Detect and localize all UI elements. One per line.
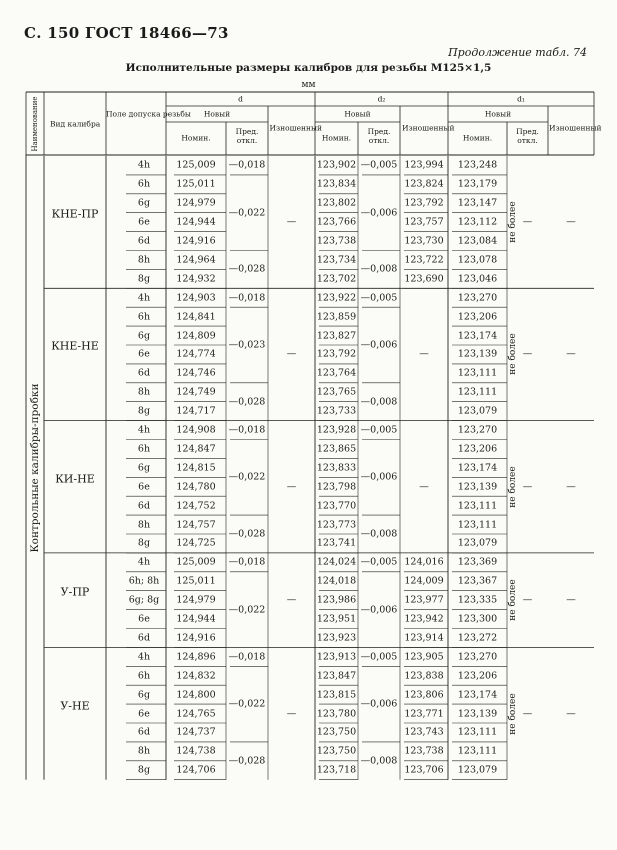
not-more-label: не более: [508, 333, 518, 376]
d-nominal-cell: 124,757: [176, 519, 216, 531]
tolerance-cell: 6g: [137, 689, 151, 701]
d-deviation-cell: —0,018: [228, 292, 266, 304]
d-deviation-cell: —0,028: [228, 263, 266, 275]
tolerance-cell: 8g: [137, 537, 151, 549]
d1-nominal-cell: 123,046: [457, 273, 498, 285]
d2-worn-cell: 123,792: [404, 197, 444, 209]
kind-label-4: У-НЕ: [60, 699, 90, 713]
d2-deviation-cell: —0,008: [360, 755, 398, 767]
d-deviation-cell: —0,018: [228, 556, 266, 568]
tolerance-cell: 8g: [137, 273, 151, 285]
tolerance-cell: 6h: [137, 178, 151, 190]
not-more-label: не более: [508, 201, 518, 243]
d1-worn-dash: —: [566, 348, 576, 360]
d2-nominal-cell: 123,798: [316, 481, 357, 493]
tolerance-cell: 6e: [138, 613, 150, 625]
page-header: С. 150 ГОСТ 18466—73: [24, 24, 229, 42]
d2-nominal-cell: 123,922: [316, 292, 357, 304]
tolerance-cell: 6d: [137, 235, 151, 247]
d2-nominal-cell: 124,018: [316, 575, 357, 587]
tolerance-cell: 6d: [137, 726, 151, 738]
tolerance-cell: 6g: [137, 462, 151, 474]
d1-deviation-dash: —: [522, 708, 533, 720]
tolerance-cell: 6g; 8g: [128, 594, 160, 606]
d2-nominal-cell: 123,764: [316, 367, 357, 379]
kind-label-0: КНЕ-ПР: [51, 207, 99, 221]
d2-deviation-cell: —0,008: [360, 528, 398, 540]
d-nominal-cell: 124,780: [176, 481, 216, 493]
d-nominal-cell: 124,979: [176, 594, 216, 606]
d2-deviation-cell: —0,005: [360, 292, 398, 304]
d-nominal-cell: 125,009: [176, 556, 216, 568]
d1-nominal-cell: 123,270: [457, 651, 498, 663]
d2-nominal-cell: 123,923: [316, 632, 357, 644]
d-nominal-cell: 125,009: [176, 159, 216, 171]
tolerance-cell: 6e: [138, 708, 150, 720]
d1-nominal-cell: 123,139: [457, 481, 498, 493]
d1-nominal-cell: 123,079: [457, 537, 498, 549]
d1-nominal-cell: 123,270: [457, 424, 498, 436]
d1-nominal-cell: 123,111: [457, 745, 498, 757]
d-nominal-cell: 124,800: [176, 689, 216, 701]
column-header-new: Новый: [203, 109, 231, 119]
d2-worn-cell: 123,771: [404, 708, 444, 720]
tolerance-cell: 8h: [137, 745, 151, 757]
d1-nominal-cell: 123,111: [457, 500, 498, 512]
tolerance-cell: 8h: [137, 386, 151, 398]
tolerance-cell: 6d: [137, 500, 151, 512]
d2-nominal-cell: 123,859: [316, 311, 357, 323]
d2-deviation-cell: —0,005: [360, 651, 398, 663]
d-deviation-cell: —0,028: [228, 528, 266, 540]
d2-nominal-cell: 123,750: [316, 726, 357, 738]
column-header-d: d: [238, 94, 243, 104]
d1-deviation-dash: —: [522, 348, 533, 360]
d-nominal-cell: 124,774: [176, 348, 216, 360]
d-nominal-cell: 124,932: [176, 273, 216, 285]
d2-nominal-cell: 123,902: [316, 159, 357, 171]
tolerance-cell: 4h: [137, 651, 151, 663]
d1-nominal-cell: 123,111: [457, 386, 498, 398]
not-more-label: не более: [508, 579, 518, 621]
d-nominal-cell: 124,746: [176, 367, 216, 379]
d2-worn-dash: —: [419, 348, 429, 360]
d2-worn-cell: 123,706: [404, 764, 444, 776]
d1-nominal-cell: 123,272: [457, 632, 498, 644]
d2-worn-cell: 123,905: [404, 651, 444, 663]
d1-nominal-cell: 123,335: [457, 594, 498, 606]
d2-nominal-cell: 123,738: [316, 235, 357, 247]
d1-deviation-dash: —: [522, 594, 533, 606]
d1-worn-dash: —: [566, 216, 576, 228]
d2-worn-cell: 123,806: [404, 689, 444, 701]
d2-nominal-cell: 123,733: [316, 405, 357, 417]
d1-nominal-cell: 123,248: [457, 159, 498, 171]
d-nominal-cell: 124,752: [176, 500, 216, 512]
column-header-d1: d₁: [517, 94, 525, 104]
d1-nominal-cell: 123,079: [457, 405, 498, 417]
d2-nominal-cell: 123,766: [316, 216, 357, 228]
d1-nominal-cell: 123,300: [457, 613, 498, 625]
d-deviation-cell: —0,028: [228, 396, 266, 408]
column-header-name: Наименование: [31, 96, 39, 151]
d-nominal-cell: 124,809: [176, 330, 216, 342]
column-header-wear: Изношенный: [402, 123, 455, 133]
not-more-label: не более: [508, 466, 518, 508]
d2-nominal-cell: 123,734: [316, 254, 357, 266]
d-deviation-cell: —0,022: [228, 471, 266, 483]
d1-nominal-cell: 123,179: [457, 178, 498, 190]
d-worn-dash: —: [286, 216, 297, 228]
d-nominal-cell: 124,749: [176, 386, 216, 398]
kind-label-1: КНЕ-НЕ: [51, 339, 99, 353]
tolerance-cell: 6h: [137, 443, 151, 455]
tolerance-cell: 8g: [137, 764, 151, 776]
d2-worn-cell: 123,994: [404, 159, 444, 171]
d2-nominal-cell: 123,833: [316, 462, 357, 474]
d-deviation-cell: —0,018: [228, 424, 266, 436]
column-header-kind: Вид калибра: [50, 119, 101, 128]
d1-nominal-cell: 123,084: [457, 235, 498, 247]
d-nominal-cell: 124,737: [176, 726, 216, 738]
d2-worn-cell: 123,738: [404, 745, 444, 757]
column-header-new: Новый: [484, 109, 512, 119]
unit-label: мм: [301, 80, 316, 90]
tolerance-cell: 6d: [137, 632, 151, 644]
d1-nominal-cell: 123,367: [457, 575, 498, 587]
column-header-dev: Пред. откл.: [235, 127, 259, 145]
d1-nominal-cell: 123,139: [457, 348, 498, 360]
d2-deviation-cell: —0,006: [360, 698, 398, 710]
d-deviation-cell: —0,022: [228, 207, 266, 219]
d-nominal-cell: 124,765: [176, 708, 216, 720]
d1-nominal-cell: 123,139: [457, 708, 498, 720]
d1-nominal-cell: 123,174: [457, 689, 498, 701]
d2-nominal-cell: 123,765: [316, 386, 357, 398]
kind-label-3: У-ПР: [60, 585, 90, 599]
d1-nominal-cell: 123,206: [457, 443, 498, 455]
d1-worn-dash: —: [566, 594, 576, 606]
d-nominal-cell: 124,908: [176, 424, 216, 436]
d-nominal-cell: 124,944: [176, 613, 216, 625]
tolerance-cell: 8h: [137, 519, 151, 531]
d-nominal-cell: 124,847: [176, 443, 216, 455]
d2-worn-dash: —: [419, 481, 429, 493]
d1-worn-dash: —: [566, 481, 576, 493]
d2-nominal-cell: 123,792: [316, 348, 357, 360]
d1-nominal-cell: 123,111: [457, 519, 498, 531]
d-nominal-cell: 124,815: [176, 462, 216, 474]
d-nominal-cell: 124,916: [176, 235, 216, 247]
d2-nominal-cell: 123,780: [316, 708, 357, 720]
d1-nominal-cell: 123,174: [457, 462, 498, 474]
d-worn-dash: —: [286, 708, 297, 720]
d1-worn-dash: —: [566, 708, 576, 720]
tolerance-cell: 6e: [138, 216, 150, 228]
d-deviation-cell: —0,028: [228, 755, 266, 767]
d-nominal-cell: 124,725: [176, 537, 216, 549]
column-header-tolerance: Поле допуска резьбы: [106, 109, 191, 118]
tolerance-cell: 8g: [137, 405, 151, 417]
d2-deviation-cell: —0,008: [360, 263, 398, 275]
d-deviation-cell: —0,023: [228, 339, 266, 351]
d2-deviation-cell: —0,005: [360, 159, 398, 171]
d-nominal-cell: 124,832: [176, 670, 216, 682]
d1-deviation-dash: —: [522, 481, 533, 493]
d-deviation-cell: —0,022: [228, 698, 266, 710]
column-header-new: Новый: [344, 109, 371, 119]
d-nominal-cell: 124,964: [176, 254, 216, 266]
d-nominal-cell: 124,738: [176, 745, 216, 757]
column-header-dev: Пред. откл.: [367, 127, 391, 145]
d2-worn-cell: 123,690: [404, 273, 444, 285]
column-header-nom: Номин.: [321, 133, 352, 143]
not-more-label: не более: [508, 692, 518, 735]
d2-deviation-cell: —0,006: [360, 339, 398, 351]
d2-worn-cell: 123,977: [404, 594, 444, 606]
tolerance-cell: 4h: [137, 292, 151, 304]
tolerance-cell: 6e: [138, 481, 150, 493]
d2-nominal-cell: 123,928: [316, 424, 357, 436]
column-header-dev: Пред. откл.: [516, 127, 539, 145]
d-worn-dash: —: [286, 348, 297, 360]
column-header-nom: Номин.: [462, 133, 493, 143]
d2-worn-cell: 123,757: [404, 216, 444, 228]
tolerance-cell: 6g: [137, 330, 151, 342]
d-worn-dash: —: [286, 594, 297, 606]
d1-nominal-cell: 123,078: [457, 254, 498, 266]
column-header-wear: Изношенный: [269, 123, 323, 133]
d2-nominal-cell: 123,741: [316, 537, 357, 549]
d-nominal-cell: 124,896: [176, 651, 216, 663]
d1-nominal-cell: 123,111: [457, 367, 498, 379]
d-nominal-cell: 125,011: [176, 178, 216, 190]
column-header-d2: d₂: [377, 94, 386, 104]
d2-nominal-cell: 123,827: [316, 330, 357, 342]
d2-worn-cell: 123,914: [404, 632, 444, 644]
d2-worn-cell: 123,730: [404, 235, 444, 247]
d2-nominal-cell: 123,815: [316, 689, 357, 701]
d-deviation-cell: —0,018: [228, 159, 266, 171]
d2-worn-cell: 123,942: [404, 613, 444, 625]
d2-nominal-cell: 123,951: [316, 613, 357, 625]
d-nominal-cell: 124,841: [176, 311, 216, 323]
d2-deviation-cell: —0,006: [360, 471, 398, 483]
d-nominal-cell: 124,916: [176, 632, 216, 644]
d2-worn-cell: 123,743: [404, 726, 444, 738]
d1-nominal-cell: 123,206: [457, 311, 498, 323]
d-deviation-cell: —0,018: [228, 651, 266, 663]
d2-nominal-cell: 123,865: [316, 443, 357, 455]
d-worn-dash: —: [286, 481, 297, 493]
d1-nominal-cell: 123,369: [457, 556, 498, 568]
tolerance-cell: 8h: [137, 254, 151, 266]
d2-worn-cell: 124,009: [404, 575, 444, 587]
d1-nominal-cell: 123,079: [457, 764, 498, 776]
d-nominal-cell: 124,944: [176, 216, 216, 228]
d2-nominal-cell: 123,802: [316, 197, 357, 209]
column-header-nom: Номин.: [181, 133, 211, 143]
d2-nominal-cell: 123,718: [316, 764, 357, 776]
d2-nominal-cell: 123,702: [316, 273, 357, 285]
tolerance-cell: 4h: [137, 159, 151, 171]
d-nominal-cell: 124,903: [176, 292, 216, 304]
column-header-wear: Изношенный: [549, 123, 602, 133]
tolerance-cell: 6h; 8h: [128, 575, 160, 587]
d1-nominal-cell: 123,270: [457, 292, 498, 304]
tolerance-cell: 6e: [138, 348, 150, 360]
d-nominal-cell: 124,979: [176, 197, 216, 209]
d2-nominal-cell: 123,986: [316, 594, 357, 606]
d2-deviation-cell: —0,005: [360, 556, 398, 568]
d2-nominal-cell: 123,770: [316, 500, 357, 512]
d1-nominal-cell: 123,147: [457, 197, 498, 209]
kind-label-2: КИ-НЕ: [55, 472, 95, 486]
d2-nominal-cell: 123,773: [316, 519, 357, 531]
d-nominal-cell: 124,706: [176, 764, 216, 776]
d2-worn-cell: 124,016: [404, 556, 444, 568]
d2-worn-cell: 123,838: [404, 670, 444, 682]
d2-nominal-cell: 123,750: [316, 745, 357, 757]
d2-nominal-cell: 123,834: [316, 178, 357, 190]
tolerance-cell: 4h: [137, 556, 151, 568]
d-nominal-cell: 124,717: [176, 405, 216, 417]
side-label: Контрольные калибры-пробки: [29, 383, 41, 553]
d2-nominal-cell: 124,024: [316, 556, 357, 568]
d2-deviation-cell: —0,005: [360, 424, 398, 436]
d-nominal-cell: 125,011: [176, 575, 216, 587]
tolerance-cell: 6g: [137, 197, 151, 209]
d2-worn-cell: 123,824: [404, 178, 444, 190]
tolerance-cell: 6d: [137, 367, 151, 379]
d2-deviation-cell: —0,006: [360, 207, 398, 219]
d2-nominal-cell: 123,847: [316, 670, 357, 682]
d1-nominal-cell: 123,174: [457, 330, 498, 342]
d1-nominal-cell: 123,206: [457, 670, 498, 682]
tolerance-cell: 6h: [137, 311, 151, 323]
d-deviation-cell: —0,022: [228, 604, 266, 616]
d2-nominal-cell: 123,913: [316, 651, 357, 663]
d1-nominal-cell: 123,111: [457, 726, 498, 738]
d1-deviation-dash: —: [522, 216, 533, 228]
d2-deviation-cell: —0,006: [360, 604, 398, 616]
table-title: Исполнительные размеры калибров для резьбы M125×1,5: [125, 62, 492, 74]
tolerance-cell: 4h: [137, 424, 151, 436]
d2-deviation-cell: —0,008: [360, 396, 398, 408]
d1-nominal-cell: 123,112: [457, 216, 498, 228]
d2-worn-cell: 123,722: [404, 254, 444, 266]
continuation-note: Продолжение табл. 74: [448, 46, 587, 59]
tolerance-cell: 6h: [137, 670, 151, 682]
